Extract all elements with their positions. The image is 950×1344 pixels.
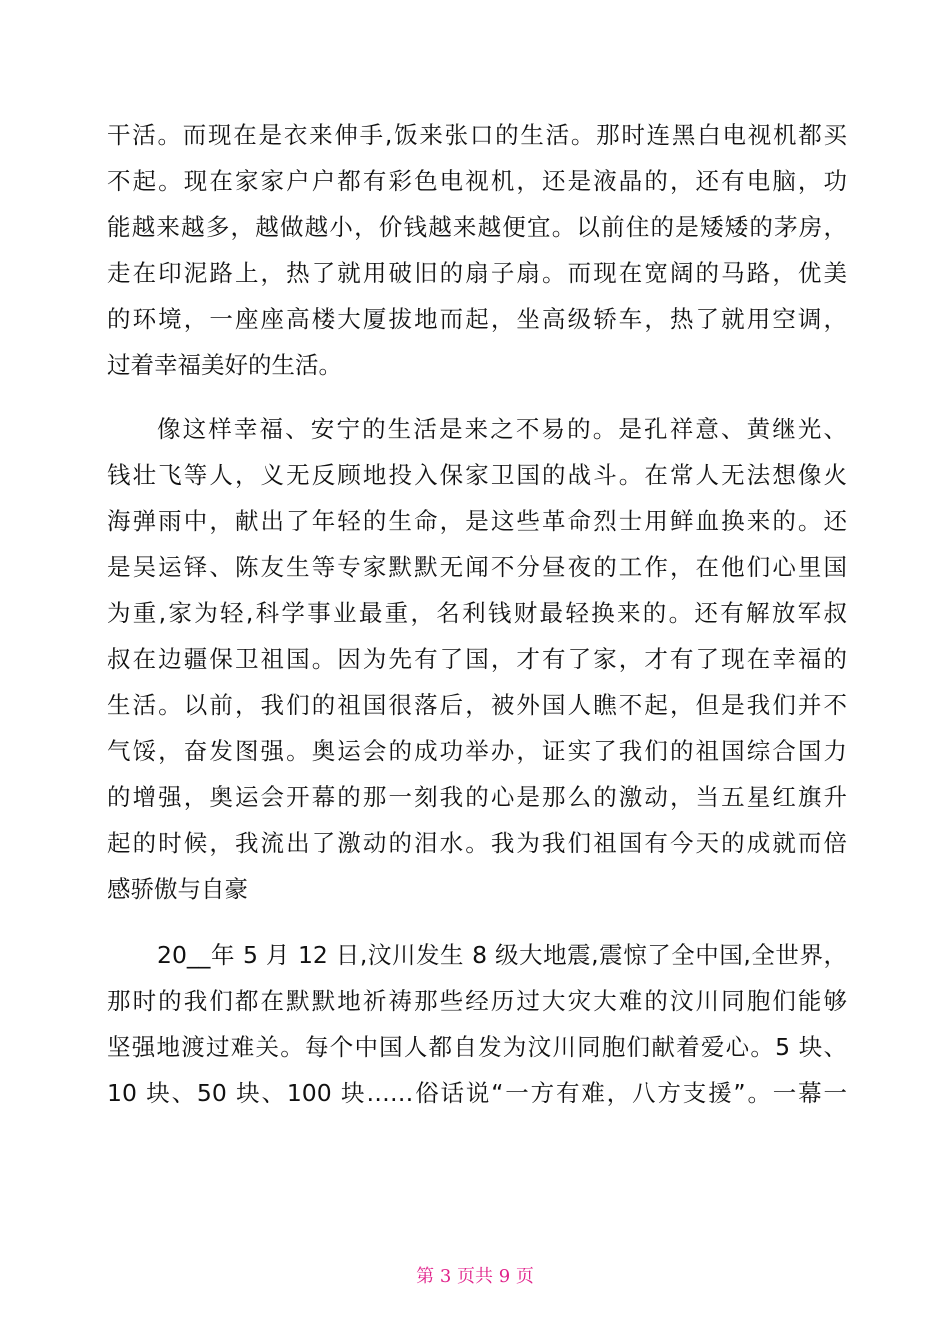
paragraph-line: 过着幸福美好的生活。 xyxy=(107,351,342,379)
paragraph-line: 不起。现在家家户户都有彩色电视机，还是液晶的，还有电脑，功 xyxy=(107,167,847,195)
paragraph-line: 钱壮飞等人，义无反顾地投入保家卫国的战斗。在常人无法想像火 xyxy=(107,461,847,489)
paragraph-line: 是吴运铎、陈友生等专家默默无闻不分昼夜的工作，在他们心里国 xyxy=(107,553,847,581)
paragraph-line: 能越来越多，越做越小，价钱越来越便宜。以前住的是矮矮的茅房， xyxy=(107,213,847,241)
paragraph-line: 10 块、50 块、100 块……俗话说“一方有难，八方支援”。一幕一 xyxy=(107,1079,847,1107)
paragraph-line: 起的时候，我流出了激动的泪水。我为我们祖国有今天的成就而倍 xyxy=(107,829,847,857)
paragraph-line: 20__年 5 月 12 日,汶川发生 8 级大地震,震惊了全中国,全世界， xyxy=(157,941,847,969)
page-number-footer: 第 3 页共 9 页 xyxy=(416,1266,534,1287)
paragraph-line: 走在印泥路上，热了就用破旧的扇子扇。而现在宽阔的马路，优美 xyxy=(107,259,847,287)
paragraph-line: 坚强地渡过难关。每个中国人都自发为汶川同胞们献着爱心。5 块、 xyxy=(107,1033,847,1061)
paragraph-line: 海弹雨中，献出了年轻的生命，是这些革命烈士用鲜血换来的。还 xyxy=(107,507,847,535)
paragraph-line: 那时的我们都在默默地祈祷那些经历过大灾大难的汶川同胞们能够 xyxy=(107,987,847,1015)
paragraph-line: 叔在边疆保卫祖国。因为先有了国，才有了家，才有了现在幸福的 xyxy=(107,645,847,673)
paragraph-line: 生活。以前，我们的祖国很落后，被外国人瞧不起，但是我们并不 xyxy=(107,691,847,719)
paragraph-line: 干活。而现在是衣来伸手,饭来张口的生活。那时连黑白电视机都买 xyxy=(107,121,847,149)
paragraph-line: 为重,家为轻,科学事业最重，名利钱财最轻换来的。还有解放军叔 xyxy=(107,599,847,627)
paragraph-line: 的环境，一座座高楼大厦拔地而起，坐高级轿车，热了就用空调， xyxy=(107,305,847,333)
paragraph-line: 气馁，奋发图强。奥运会的成功举办，证实了我们的祖国综合国力 xyxy=(107,737,847,765)
paragraph-line: 的增强，奥运会开幕的那一刻我的心是那么的激动，当五星红旗升 xyxy=(107,783,847,811)
paragraph-line: 像这样幸福、安宁的生活是来之不易的。是孔祥意、黄继光、 xyxy=(157,415,847,443)
paragraph-line: 感骄傲与自豪 xyxy=(107,875,248,903)
